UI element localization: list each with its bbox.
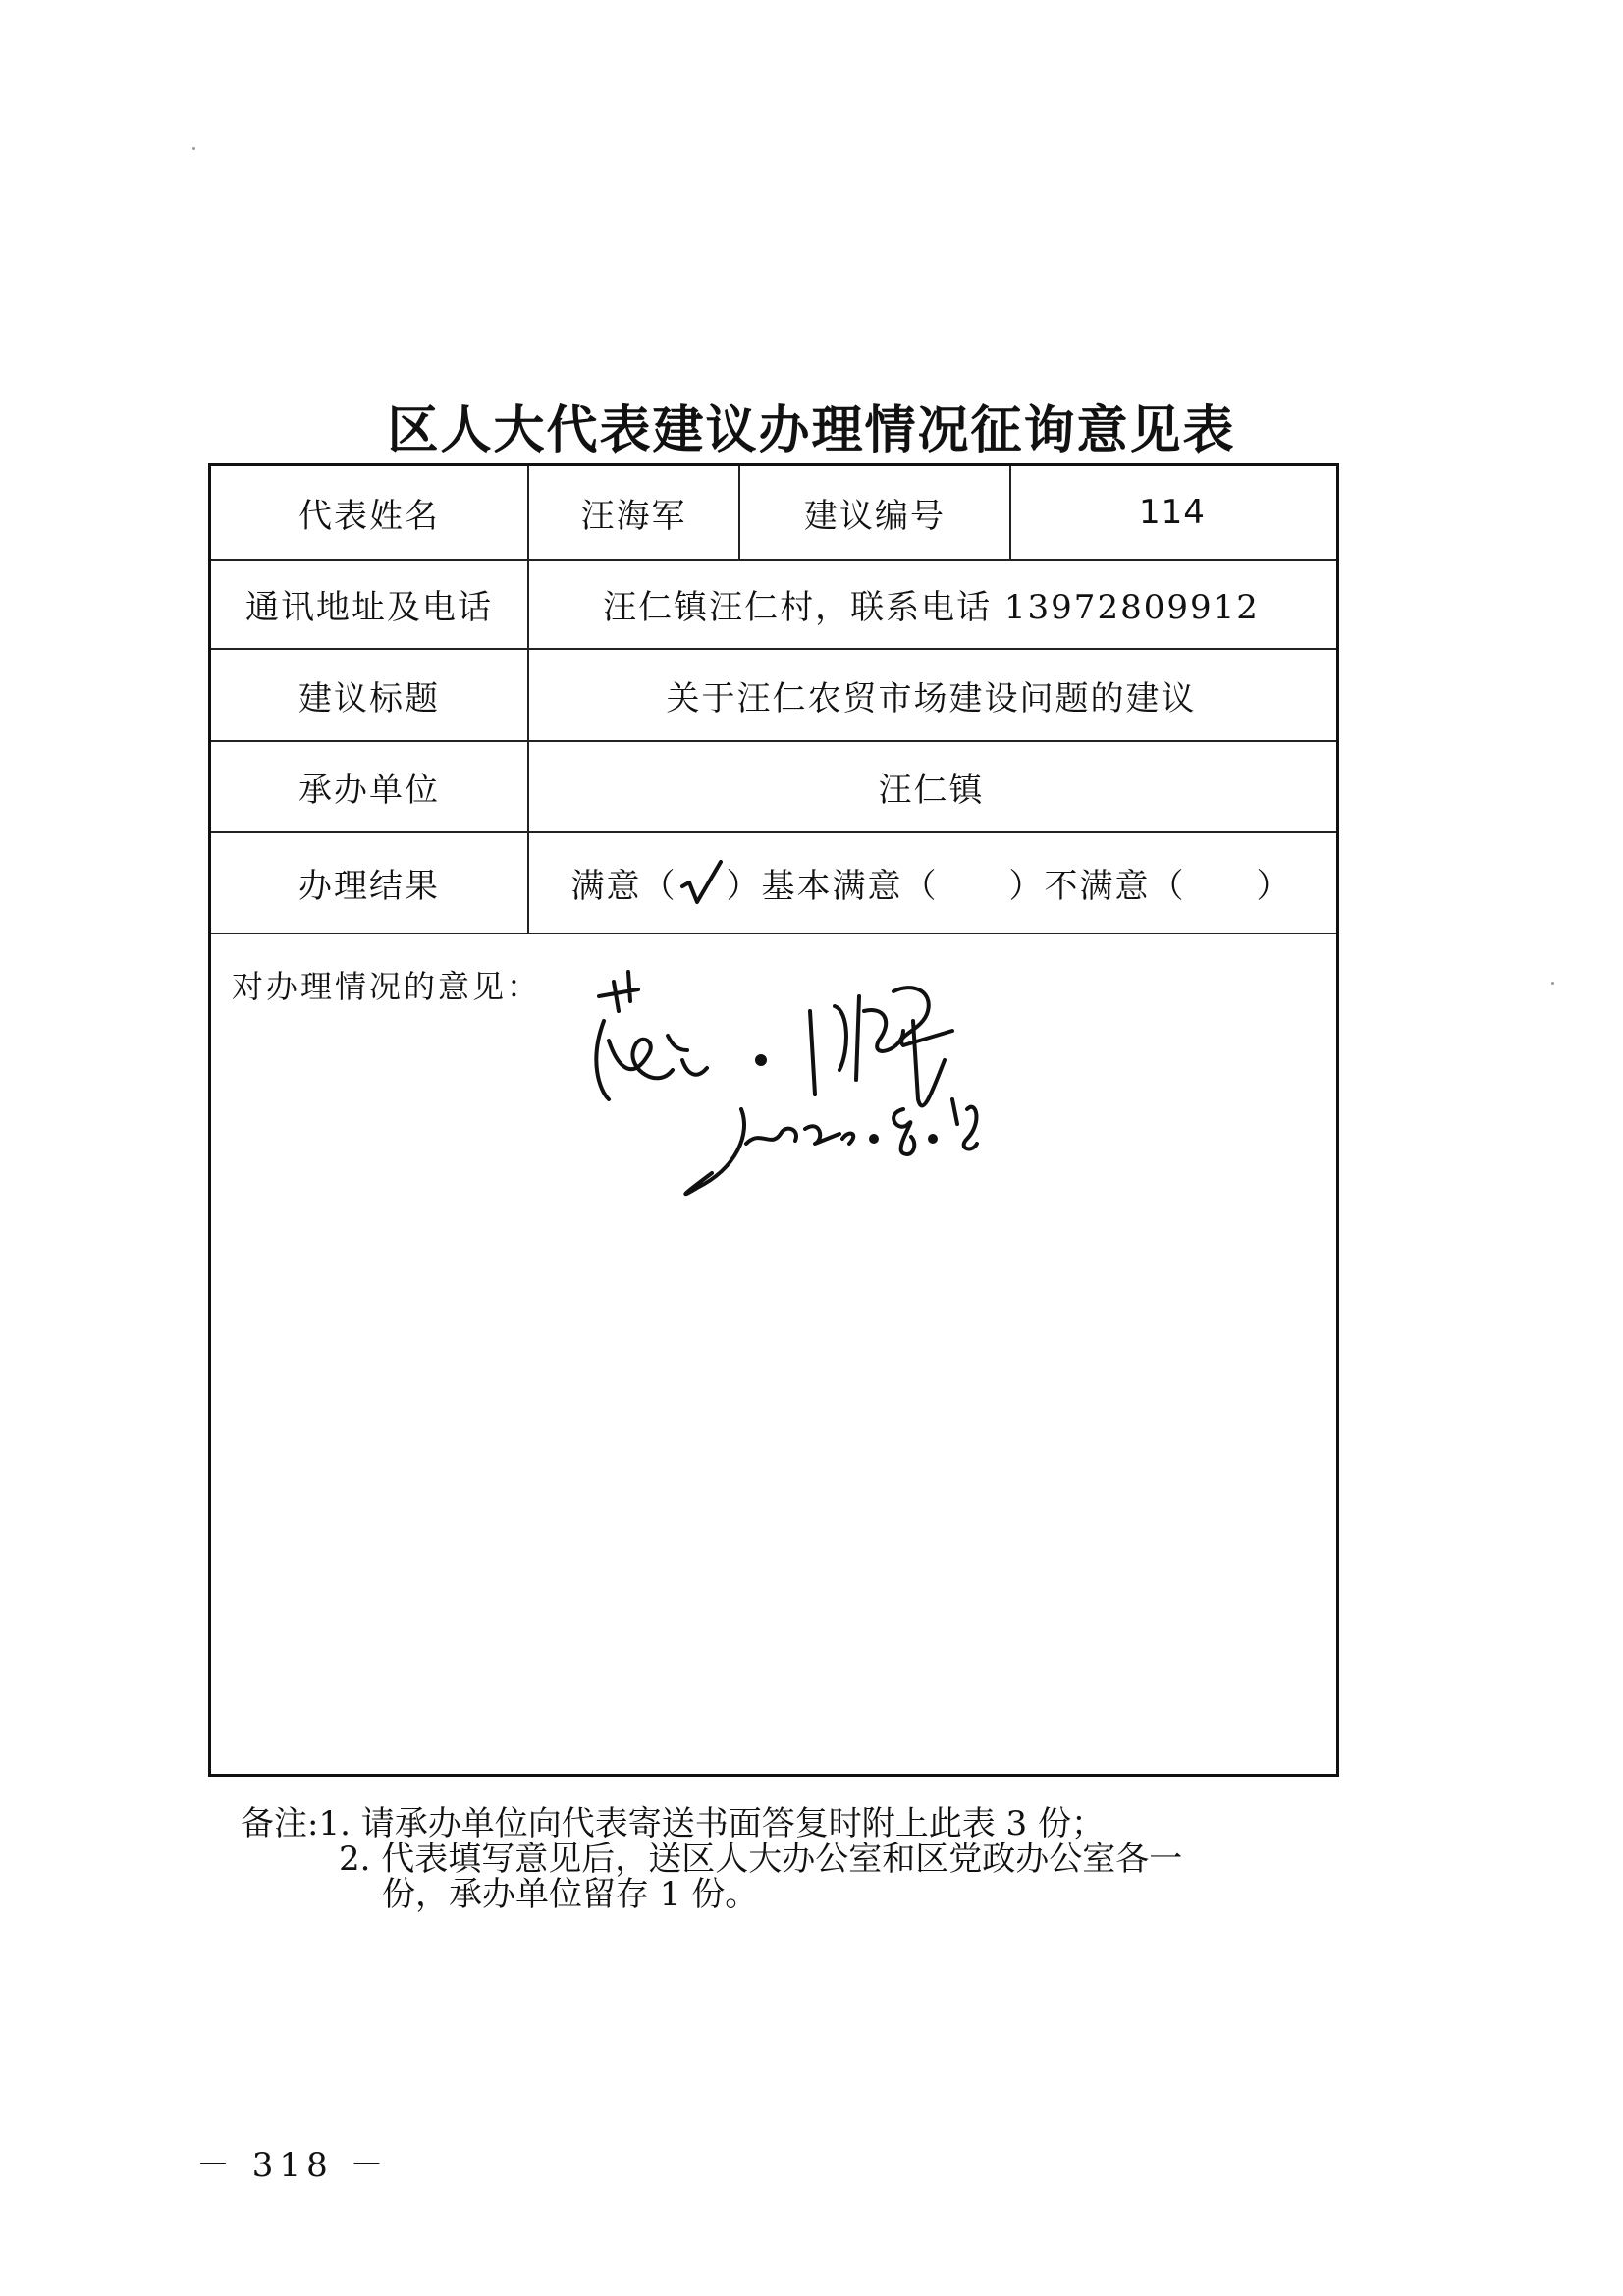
scan-speck <box>1551 982 1554 985</box>
opinion-label: 对办理情况的意见： <box>232 968 542 1005</box>
unit-label: 承办单位 <box>298 771 440 810</box>
address-label: 通讯地址及电话 <box>245 588 493 627</box>
note-line-3: 份，承办单位留存 1 份。 <box>382 1875 759 1914</box>
handwritten-signature <box>579 952 1031 1247</box>
checkmark-icon <box>679 859 725 908</box>
address-value: 汪仁镇汪仁村，联系电话 13972809912 <box>603 588 1260 627</box>
name-value: 汪海军 <box>580 496 687 536</box>
form-title: 区人大代表建议办理情况征询意见表 <box>387 401 1236 460</box>
result-label: 办理结果 <box>298 867 440 906</box>
note-line-2: 2. 代表填写意见后，送区人大办公室和区党政办公室各一 <box>339 1840 1183 1879</box>
result-options <box>529 833 1333 933</box>
footnotes <box>241 1806 1182 1912</box>
unit-value: 汪仁镇 <box>878 771 985 810</box>
number-value: 114 <box>1139 493 1206 532</box>
name-label: 代表姓名 <box>298 496 440 536</box>
topic-label: 建议标题 <box>298 678 440 719</box>
page-number: － 318 － <box>196 2146 390 2185</box>
scan-speck <box>192 147 195 150</box>
number-label: 建议编号 <box>804 496 946 536</box>
result-option-others: ）基本满意（ ）不满意（ ） <box>726 867 1292 906</box>
row-divider <box>211 933 1336 934</box>
note-line-1: 备注:1. 请承办单位向代表寄送书面答复时附上此表 3 份； <box>241 1804 1105 1843</box>
topic-value: 关于汪仁农贸市场建设问题的建议 <box>666 678 1197 719</box>
result-option-satisfied: 满意（ <box>570 867 677 906</box>
